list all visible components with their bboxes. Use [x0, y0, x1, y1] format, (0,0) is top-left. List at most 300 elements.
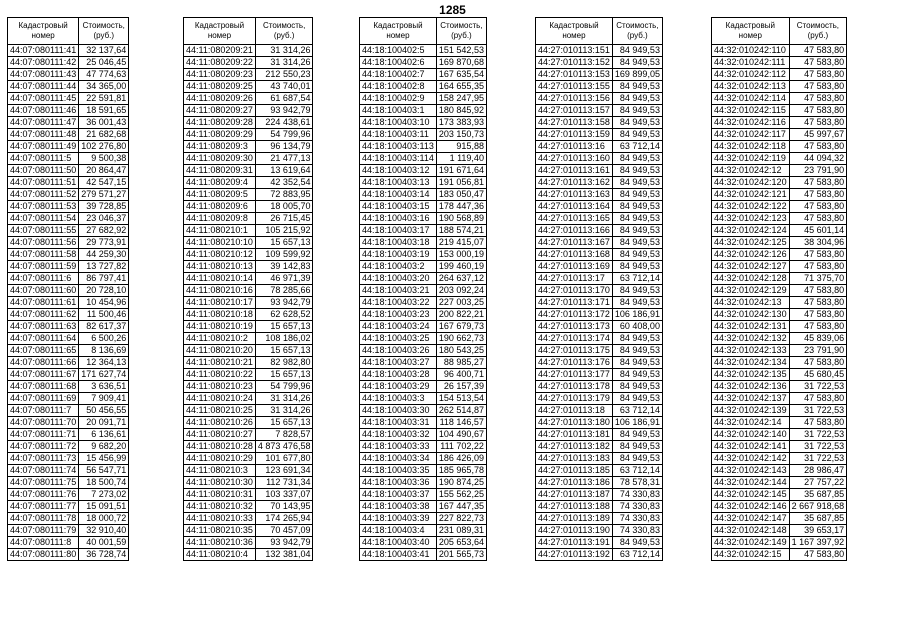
cost-cell: 31 722,53 [789, 429, 847, 441]
cadastral-number-cell: 44:07:080111:65 [8, 345, 79, 357]
cadastral-number-cell: 44:07:080111:45 [8, 93, 79, 105]
cost-cell: 56 547,71 [79, 465, 129, 477]
cost-cell: 108 186,02 [255, 333, 313, 345]
table-row [536, 129, 663, 141]
table-row [712, 225, 847, 237]
cadastral-number-cell: 44:27:010113:157 [536, 105, 613, 117]
cadastral-number-cell: 44:18:100403:1 [360, 105, 437, 117]
cadastral-number-cell: 44:11:080209:26 [184, 93, 256, 105]
table-row [712, 45, 847, 57]
cadastral-number-cell: 44:27:010113:178 [536, 381, 613, 393]
table-row [184, 441, 313, 453]
table-row [360, 501, 487, 513]
cadastral-number-cell: 44:11:080209:25 [184, 81, 256, 93]
table-row [8, 381, 129, 393]
cadastral-number-cell: 44:27:010113:153 [536, 69, 613, 81]
table-row [536, 441, 663, 453]
cost-cell: 96 400,71 [436, 369, 486, 381]
cadastral-number-cell: 44:11:080210:10 [184, 237, 256, 249]
cost-cell: 7 273,02 [79, 489, 129, 501]
cost-cell: 70 143,95 [255, 501, 313, 513]
cadastral-number-cell: 44:27:010113:173 [536, 321, 613, 333]
cadastral-number-cell: 44:32:010242:148 [712, 525, 790, 537]
table-row [536, 177, 663, 189]
table-row [184, 213, 313, 225]
cost-cell: 84 949,53 [612, 153, 662, 165]
cost-cell: 84 949,53 [612, 129, 662, 141]
cost-cell: 13 727,82 [79, 261, 129, 273]
cadastral-number-cell: 44:07:080111:77 [8, 501, 79, 513]
cadastral-number-cell: 44:11:080209:28 [184, 117, 256, 129]
cadastral-number-cell: 44:18:100403:20 [360, 273, 437, 285]
cadastral-number-cell: 44:32:010242:135 [712, 369, 790, 381]
cadastral-number-cell: 44:32:010242:14 [712, 417, 790, 429]
table-header-row [712, 18, 847, 45]
cadastral-number-cell: 44:32:010242:13 [712, 297, 790, 309]
cadastral-number-cell: 44:27:010113:185 [536, 465, 613, 477]
table-row [8, 417, 129, 429]
cadastral-number-header: Кадастровый номер [360, 18, 437, 45]
table-row [536, 81, 663, 93]
table-row [360, 177, 487, 189]
table-row [536, 309, 663, 321]
table-row [536, 465, 663, 477]
cost-cell: 93 942,79 [255, 537, 313, 549]
cadastral-number-cell: 44:11:080210:22 [184, 369, 256, 381]
cadastral-number-cell: 44:27:010113:190 [536, 525, 613, 537]
cost-cell: 227 003,25 [436, 297, 486, 309]
table-header-row [536, 18, 663, 45]
table-row [8, 201, 129, 213]
cadastral-number-cell: 44:11:080209:4 [184, 177, 256, 189]
cost-cell: 123 691,34 [255, 465, 313, 477]
cadastral-number-cell: 44:18:100402:7 [360, 69, 437, 81]
cost-cell: 203 150,73 [436, 129, 486, 141]
cadastral-number-cell: 44:18:100403:10 [360, 117, 437, 129]
table-row [360, 309, 487, 321]
cadastral-number-cell: 44:18:100403:17 [360, 225, 437, 237]
cadastral-number-cell: 44:32:010242:131 [712, 321, 790, 333]
cost-cell: 18 500,74 [79, 477, 129, 489]
cadastral-number-cell: 44:11:080209:27 [184, 105, 256, 117]
table-row [8, 357, 129, 369]
table-row [8, 129, 129, 141]
table-row [536, 57, 663, 69]
cadastral-number-cell: 44:32:010242:128 [712, 273, 790, 285]
cadastral-number-cell: 44:18:100403:3 [360, 393, 437, 405]
table-row [712, 177, 847, 189]
cadastral-number-cell: 44:27:010113:161 [536, 165, 613, 177]
table-row [536, 297, 663, 309]
cost-cell: 15 657,13 [255, 237, 313, 249]
cadastral-number-cell: 44:07:080111:48 [8, 129, 79, 141]
table-row [8, 81, 129, 93]
table-row [712, 165, 847, 177]
table-row [360, 69, 487, 81]
cost-cell: 44 094,32 [789, 153, 847, 165]
table-row [8, 45, 129, 57]
cadastral-number-cell: 44:11:080210:36 [184, 537, 256, 549]
cadastral-number-cell: 44:32:010242:110 [712, 45, 790, 57]
table-row [536, 417, 663, 429]
cost-cell: 32 137,64 [79, 45, 129, 57]
cadastral-number-cell: 44:18:100403:18 [360, 237, 437, 249]
cadastral-number-cell: 44:27:010113:191 [536, 537, 613, 549]
cadastral-number-cell: 44:11:080210:29 [184, 453, 256, 465]
cadastral-number-cell: 44:07:080111:66 [8, 357, 79, 369]
cadastral-number-cell: 44:11:080210:18 [184, 309, 256, 321]
table-row [536, 165, 663, 177]
table-row [184, 297, 313, 309]
cost-cell: 231 089,31 [436, 525, 486, 537]
cadastral-number-cell: 44:27:010113:187 [536, 489, 613, 501]
cost-header: Стоимость, (руб.) [255, 18, 313, 45]
cadastral-number-cell: 44:11:080210:1 [184, 225, 256, 237]
table-row [184, 117, 313, 129]
cost-cell: 15 657,13 [255, 369, 313, 381]
cadastral-number-cell: 44:27:010113:186 [536, 477, 613, 489]
table-row [184, 489, 313, 501]
cost-cell: 36 001,43 [79, 117, 129, 129]
table-row [360, 453, 487, 465]
table-row [184, 69, 313, 81]
table-row [360, 549, 487, 561]
table-row [8, 105, 129, 117]
cost-header: Стоимость, (руб.) [789, 18, 847, 45]
table-row [184, 537, 313, 549]
table-row [360, 129, 487, 141]
cadastral-number-cell: 44:32:010242:140 [712, 429, 790, 441]
cadastral-number-cell: 44:18:100403:4 [360, 525, 437, 537]
cost-cell: 105 215,92 [255, 225, 313, 237]
table-row [8, 69, 129, 81]
cadastral-number-cell: 44:11:080210:12 [184, 249, 256, 261]
table-row [8, 213, 129, 225]
cadastral-number-cell: 44:07:080111:59 [8, 261, 79, 273]
cadastral-number-cell: 44:32:010242:15 [712, 549, 790, 561]
cadastral-number-cell: 44:11:080210:20 [184, 345, 256, 357]
table-row [184, 273, 313, 285]
cadastral-number-cell: 44:27:010113:18 [536, 405, 613, 417]
cost-cell: 74 330,83 [612, 513, 662, 525]
cadastral-number-cell: 44:32:010242:126 [712, 249, 790, 261]
table-row [360, 105, 487, 117]
table-row [712, 249, 847, 261]
table-row [8, 153, 129, 165]
cadastral-number-cell: 44:27:010113:172 [536, 309, 613, 321]
table-row [712, 117, 847, 129]
table-row [712, 525, 847, 537]
cadastral-number-cell: 44:32:010242:111 [712, 57, 790, 69]
cadastral-number-cell: 44:18:100403:21 [360, 285, 437, 297]
cadastral-number-cell: 44:27:010113:170 [536, 285, 613, 297]
cadastral-number-cell: 44:18:100403:33 [360, 441, 437, 453]
cost-cell: 47 583,80 [789, 81, 847, 93]
cadastral-number-cell: 44:27:010113:171 [536, 297, 613, 309]
cadastral-number-cell: 44:18:100403:114 [360, 153, 437, 165]
cadastral-number-cell: 44:18:100403:25 [360, 333, 437, 345]
table-row [712, 345, 847, 357]
table-row [536, 237, 663, 249]
table-row [8, 441, 129, 453]
cost-cell: 71 375,70 [789, 273, 847, 285]
cost-cell: 47 583,80 [789, 57, 847, 69]
table-row [712, 189, 847, 201]
cadastral-number-cell: 44:07:080111:72 [8, 441, 79, 453]
cost-cell: 20 728,10 [79, 285, 129, 297]
cost-cell: 86 797,41 [79, 273, 129, 285]
cadastral-table [711, 17, 847, 561]
table-row [536, 273, 663, 285]
table-row [712, 273, 847, 285]
cost-cell: 31 314,26 [255, 45, 313, 57]
table-row [184, 285, 313, 297]
table-row [360, 525, 487, 537]
cost-cell: 7 909,41 [79, 393, 129, 405]
cadastral-number-cell: 44:07:080111:78 [8, 513, 79, 525]
cost-cell: 26 715,45 [255, 213, 313, 225]
cost-cell: 28 986,47 [789, 465, 847, 477]
table-row [712, 465, 847, 477]
cost-cell: 47 583,80 [789, 285, 847, 297]
cadastral-number-cell: 44:32:010242:134 [712, 357, 790, 369]
cost-cell: 190 874,25 [436, 477, 486, 489]
cadastral-number-cell: 44:32:010242:142 [712, 453, 790, 465]
table-row [536, 45, 663, 57]
cost-cell: 180 543,25 [436, 345, 486, 357]
table-row [184, 417, 313, 429]
table-row [712, 393, 847, 405]
table-row [360, 57, 487, 69]
cadastral-number-cell: 44:27:010113:175 [536, 345, 613, 357]
table-row [536, 501, 663, 513]
cost-cell: 7 828,57 [255, 429, 313, 441]
cost-cell: 84 949,53 [612, 117, 662, 129]
table-row [184, 225, 313, 237]
table-row [360, 45, 487, 57]
cadastral-table [359, 17, 487, 561]
table-row [184, 153, 313, 165]
cost-cell: 27 682,92 [79, 225, 129, 237]
cost-cell: 84 949,53 [612, 57, 662, 69]
table-row [712, 477, 847, 489]
cost-cell: 32 910,40 [79, 525, 129, 537]
cost-cell: 84 949,53 [612, 393, 662, 405]
cost-cell: 109 599,92 [255, 249, 313, 261]
table-row [184, 201, 313, 213]
cost-cell: 39 653,17 [789, 525, 847, 537]
cost-cell: 164 655,35 [436, 81, 486, 93]
cadastral-number-header: Кадастровый номер [8, 18, 79, 45]
cadastral-number-cell: 44:18:100403:23 [360, 309, 437, 321]
cost-cell: 9 500,38 [79, 153, 129, 165]
cost-cell: 171 627,74 [79, 369, 129, 381]
cost-cell: 169 899,05 [612, 69, 662, 81]
cadastral-number-cell: 44:32:010242:130 [712, 309, 790, 321]
table-row [184, 405, 313, 417]
table-row [8, 165, 129, 177]
cadastral-table [183, 17, 313, 561]
cost-cell: 186 426,09 [436, 453, 486, 465]
cadastral-number-cell: 44:27:010113:182 [536, 441, 613, 453]
cost-cell: 26 157,39 [436, 381, 486, 393]
cost-cell: 43 740,01 [255, 81, 313, 93]
table-row [8, 117, 129, 129]
cadastral-number-cell: 44:18:100403:35 [360, 465, 437, 477]
table-row [536, 513, 663, 525]
cost-cell: 25 046,45 [79, 57, 129, 69]
table-row [8, 57, 129, 69]
cadastral-number-cell: 44:27:010113:183 [536, 453, 613, 465]
cadastral-table [535, 17, 663, 561]
table-row [536, 225, 663, 237]
cost-cell: 47 774,63 [79, 69, 129, 81]
table-row [360, 153, 487, 165]
table-row [184, 321, 313, 333]
cost-cell: 47 583,80 [789, 393, 847, 405]
table-row [536, 381, 663, 393]
cost-cell: 112 731,34 [255, 477, 313, 489]
table-row [712, 81, 847, 93]
cadastral-number-cell: 44:18:100403:40 [360, 537, 437, 549]
cost-cell: 4 873 476,58 [255, 441, 313, 453]
cost-cell: 84 949,53 [612, 285, 662, 297]
cadastral-number-cell: 44:18:100403:113 [360, 141, 437, 153]
table-row [712, 201, 847, 213]
cost-cell: 54 799,96 [255, 129, 313, 141]
cost-cell: 31 722,53 [789, 441, 847, 453]
table-row [360, 465, 487, 477]
table-row [536, 189, 663, 201]
cost-cell: 104 490,67 [436, 429, 486, 441]
cadastral-number-cell: 44:18:100403:13 [360, 177, 437, 189]
cost-cell: 224 438,61 [255, 117, 313, 129]
cadastral-number-cell: 44:07:080111:76 [8, 489, 79, 501]
table-header-row [360, 18, 487, 45]
cost-cell: 84 949,53 [612, 429, 662, 441]
table-row [712, 297, 847, 309]
cost-cell: 155 562,25 [436, 489, 486, 501]
table-row [712, 429, 847, 441]
cadastral-number-cell: 44:18:100403:28 [360, 369, 437, 381]
table-row [536, 117, 663, 129]
table-row [360, 321, 487, 333]
table-row [360, 477, 487, 489]
cost-cell: 84 949,53 [612, 381, 662, 393]
cadastral-number-cell: 44:18:100403:36 [360, 477, 437, 489]
cadastral-number-cell: 44:07:080111:46 [8, 105, 79, 117]
cadastral-number-cell: 44:27:010113:176 [536, 357, 613, 369]
cadastral-number-cell: 44:32:010242:116 [712, 117, 790, 129]
cost-cell: 262 514,87 [436, 405, 486, 417]
table-row [184, 177, 313, 189]
table-row [360, 537, 487, 549]
cadastral-number-cell: 44:32:010242:146 [712, 501, 790, 513]
cost-cell: 54 799,96 [255, 381, 313, 393]
cost-cell: 61 687,54 [255, 93, 313, 105]
table-row [536, 393, 663, 405]
cadastral-number-cell: 44:18:100403:41 [360, 549, 437, 561]
cost-cell: 84 949,53 [612, 369, 662, 381]
cost-cell: 45 680,45 [789, 369, 847, 381]
cadastral-number-cell: 44:32:010242:112 [712, 69, 790, 81]
cost-cell: 8 136,69 [79, 345, 129, 357]
cost-cell: 103 337,07 [255, 489, 313, 501]
cost-cell: 84 949,53 [612, 333, 662, 345]
cost-cell: 47 583,80 [789, 201, 847, 213]
cost-cell: 151 542,53 [436, 45, 486, 57]
table-row [536, 261, 663, 273]
cadastral-number-cell: 44:27:010113:165 [536, 213, 613, 225]
cadastral-number-cell: 44:18:100403:12 [360, 165, 437, 177]
table-row [536, 333, 663, 345]
table-row [8, 225, 129, 237]
cost-cell: 18 005,70 [255, 201, 313, 213]
table-row [8, 297, 129, 309]
cadastral-number-cell: 44:18:100402:6 [360, 57, 437, 69]
cadastral-number-cell: 44:27:010113:179 [536, 393, 613, 405]
table-row [360, 165, 487, 177]
table-row [360, 249, 487, 261]
cost-cell: 183 050,47 [436, 189, 486, 201]
cadastral-number-cell: 44:27:010113:169 [536, 261, 613, 273]
cost-cell: 101 677,80 [255, 453, 313, 465]
cadastral-number-header: Кадастровый номер [184, 18, 256, 45]
cadastral-number-cell: 44:11:080210:3 [184, 465, 256, 477]
cost-cell: 203 092,24 [436, 285, 486, 297]
cadastral-number-cell: 44:27:010113:188 [536, 501, 613, 513]
table-row [8, 453, 129, 465]
cadastral-number-cell: 44:11:080209:31 [184, 165, 256, 177]
cadastral-number-cell: 44:07:080111:67 [8, 369, 79, 381]
cost-cell: 22 591,81 [79, 93, 129, 105]
cost-cell: 915,88 [436, 141, 486, 153]
table-row [184, 357, 313, 369]
cost-cell: 212 550,23 [255, 69, 313, 81]
table-row [712, 93, 847, 105]
table-row [8, 177, 129, 189]
cost-cell: 84 949,53 [612, 45, 662, 57]
table-row [184, 105, 313, 117]
cost-cell: 74 330,83 [612, 501, 662, 513]
table-row [536, 105, 663, 117]
table-row [8, 321, 129, 333]
cadastral-number-cell: 44:18:100403:34 [360, 453, 437, 465]
table-row [536, 489, 663, 501]
cost-cell: 1 167 397,92 [789, 537, 847, 549]
cadastral-table [7, 17, 129, 561]
cost-cell: 18 000,72 [79, 513, 129, 525]
cadastral-number-header: Кадастровый номер [712, 18, 790, 45]
cadastral-number-header: Кадастровый номер [536, 18, 613, 45]
cost-cell: 39 728,85 [79, 201, 129, 213]
table-row [8, 405, 129, 417]
cost-cell: 84 949,53 [612, 537, 662, 549]
cost-cell: 11 500,46 [79, 309, 129, 321]
cadastral-number-cell: 44:18:100403:31 [360, 417, 437, 429]
cadastral-number-cell: 44:11:080210:31 [184, 489, 256, 501]
page-number: 1285 [439, 3, 466, 17]
table-row [8, 333, 129, 345]
cadastral-number-cell: 44:27:010113:192 [536, 549, 613, 561]
cost-cell: 3 636,51 [79, 381, 129, 393]
table-row [8, 549, 129, 561]
table-row [360, 345, 487, 357]
cost-cell: 47 583,80 [789, 189, 847, 201]
cost-cell: 6 136,61 [79, 429, 129, 441]
cadastral-number-cell: 44:07:080111:50 [8, 165, 79, 177]
cadastral-number-cell: 44:07:080111:41 [8, 45, 79, 57]
